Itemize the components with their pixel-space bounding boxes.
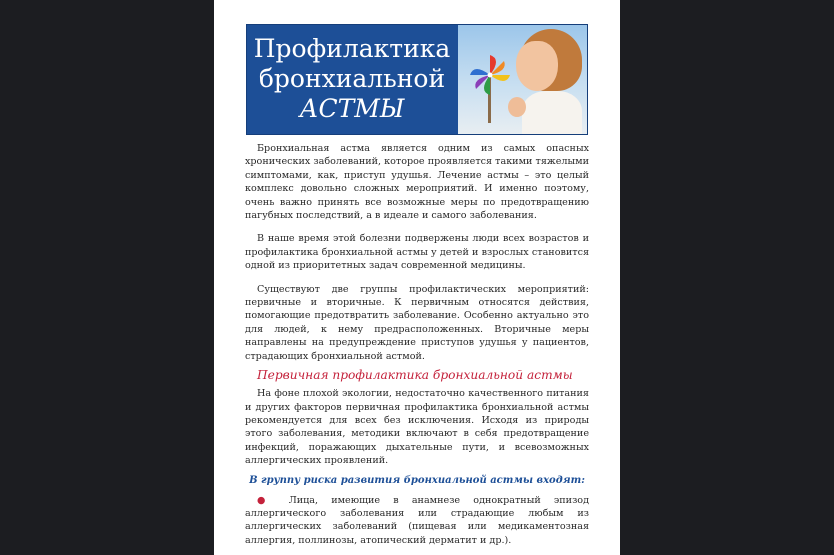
banner-title	[247, 34, 457, 124]
bullet-item	[245, 494, 589, 548]
photo-face	[516, 41, 558, 91]
paragraph-intro: Бронхиальная астма является одним из самых опасных хронических заболеваний, которое проявляется такими тяжелыми симптомами, как, приступ удушья. Лечение астмы – это целый комплекс довольно сложных мероприятий. И именно поэтому, очень важно принять все возможные меры по предотвращению пагубных последствий, а в идеале и самого заболевания.	[245, 143, 589, 222]
risk-group-heading: В группу риска развития бронхиальной астмы входят:	[249, 474, 585, 486]
paragraph-prevention-groups: Существуют две группы профилактических мероприятий: первичные и вторичные. К первичным относятся действия, помогающие предотвратить заболевание. Особенно актуально это для людей, к нему предрасположенных. Вторичные меры направлены на предупреждение приступов удушья у пациентов, страдающих бронхиальной астмой.	[245, 283, 589, 362]
photo-hand	[508, 97, 526, 117]
bullet-icon: ●	[257, 494, 276, 506]
document-page	[214, 0, 620, 555]
photo-dress	[522, 91, 582, 134]
bullet-item-text: Лица, имеющие в анамнезе однократный эпизод аллергического заболевания или страдающие любым из аллергических заболеваний (пищевая или медикаментозная аллергия, поллинозы, атопический дерматит и др.).	[245, 494, 589, 546]
article-body	[245, 142, 589, 555]
child-pinwheel-photo	[458, 25, 587, 134]
section-heading-primary: Первичная профилактика бронхиальной астмы	[257, 368, 573, 383]
banner-title-line-1: Профилактика	[253, 34, 451, 63]
banner-title-line-3: АСТМЫ	[299, 94, 405, 123]
pinwheel-icon	[468, 53, 512, 97]
title-banner	[246, 24, 588, 135]
banner-title-line-2: бронхиальной	[258, 64, 446, 93]
paragraph-primary-prevention: На фоне плохой экологии, недостаточно качественного питания и других факторов первичная профилактика бронхиальной астмы рекомендуется для всех без исключения. Исходя из природы этого заболевания, методики включают в себя предотвращение инфекций, поражающих дыхательные пути, и всевозможных аллергических проявлений.	[245, 388, 589, 467]
paragraph-age-groups: В наше время этой болезни подвержены люди всех возрастов и профилактика бронхиальной астмы у детей и взрослых становится одной из приоритетных задач современной медицины.	[245, 233, 589, 272]
